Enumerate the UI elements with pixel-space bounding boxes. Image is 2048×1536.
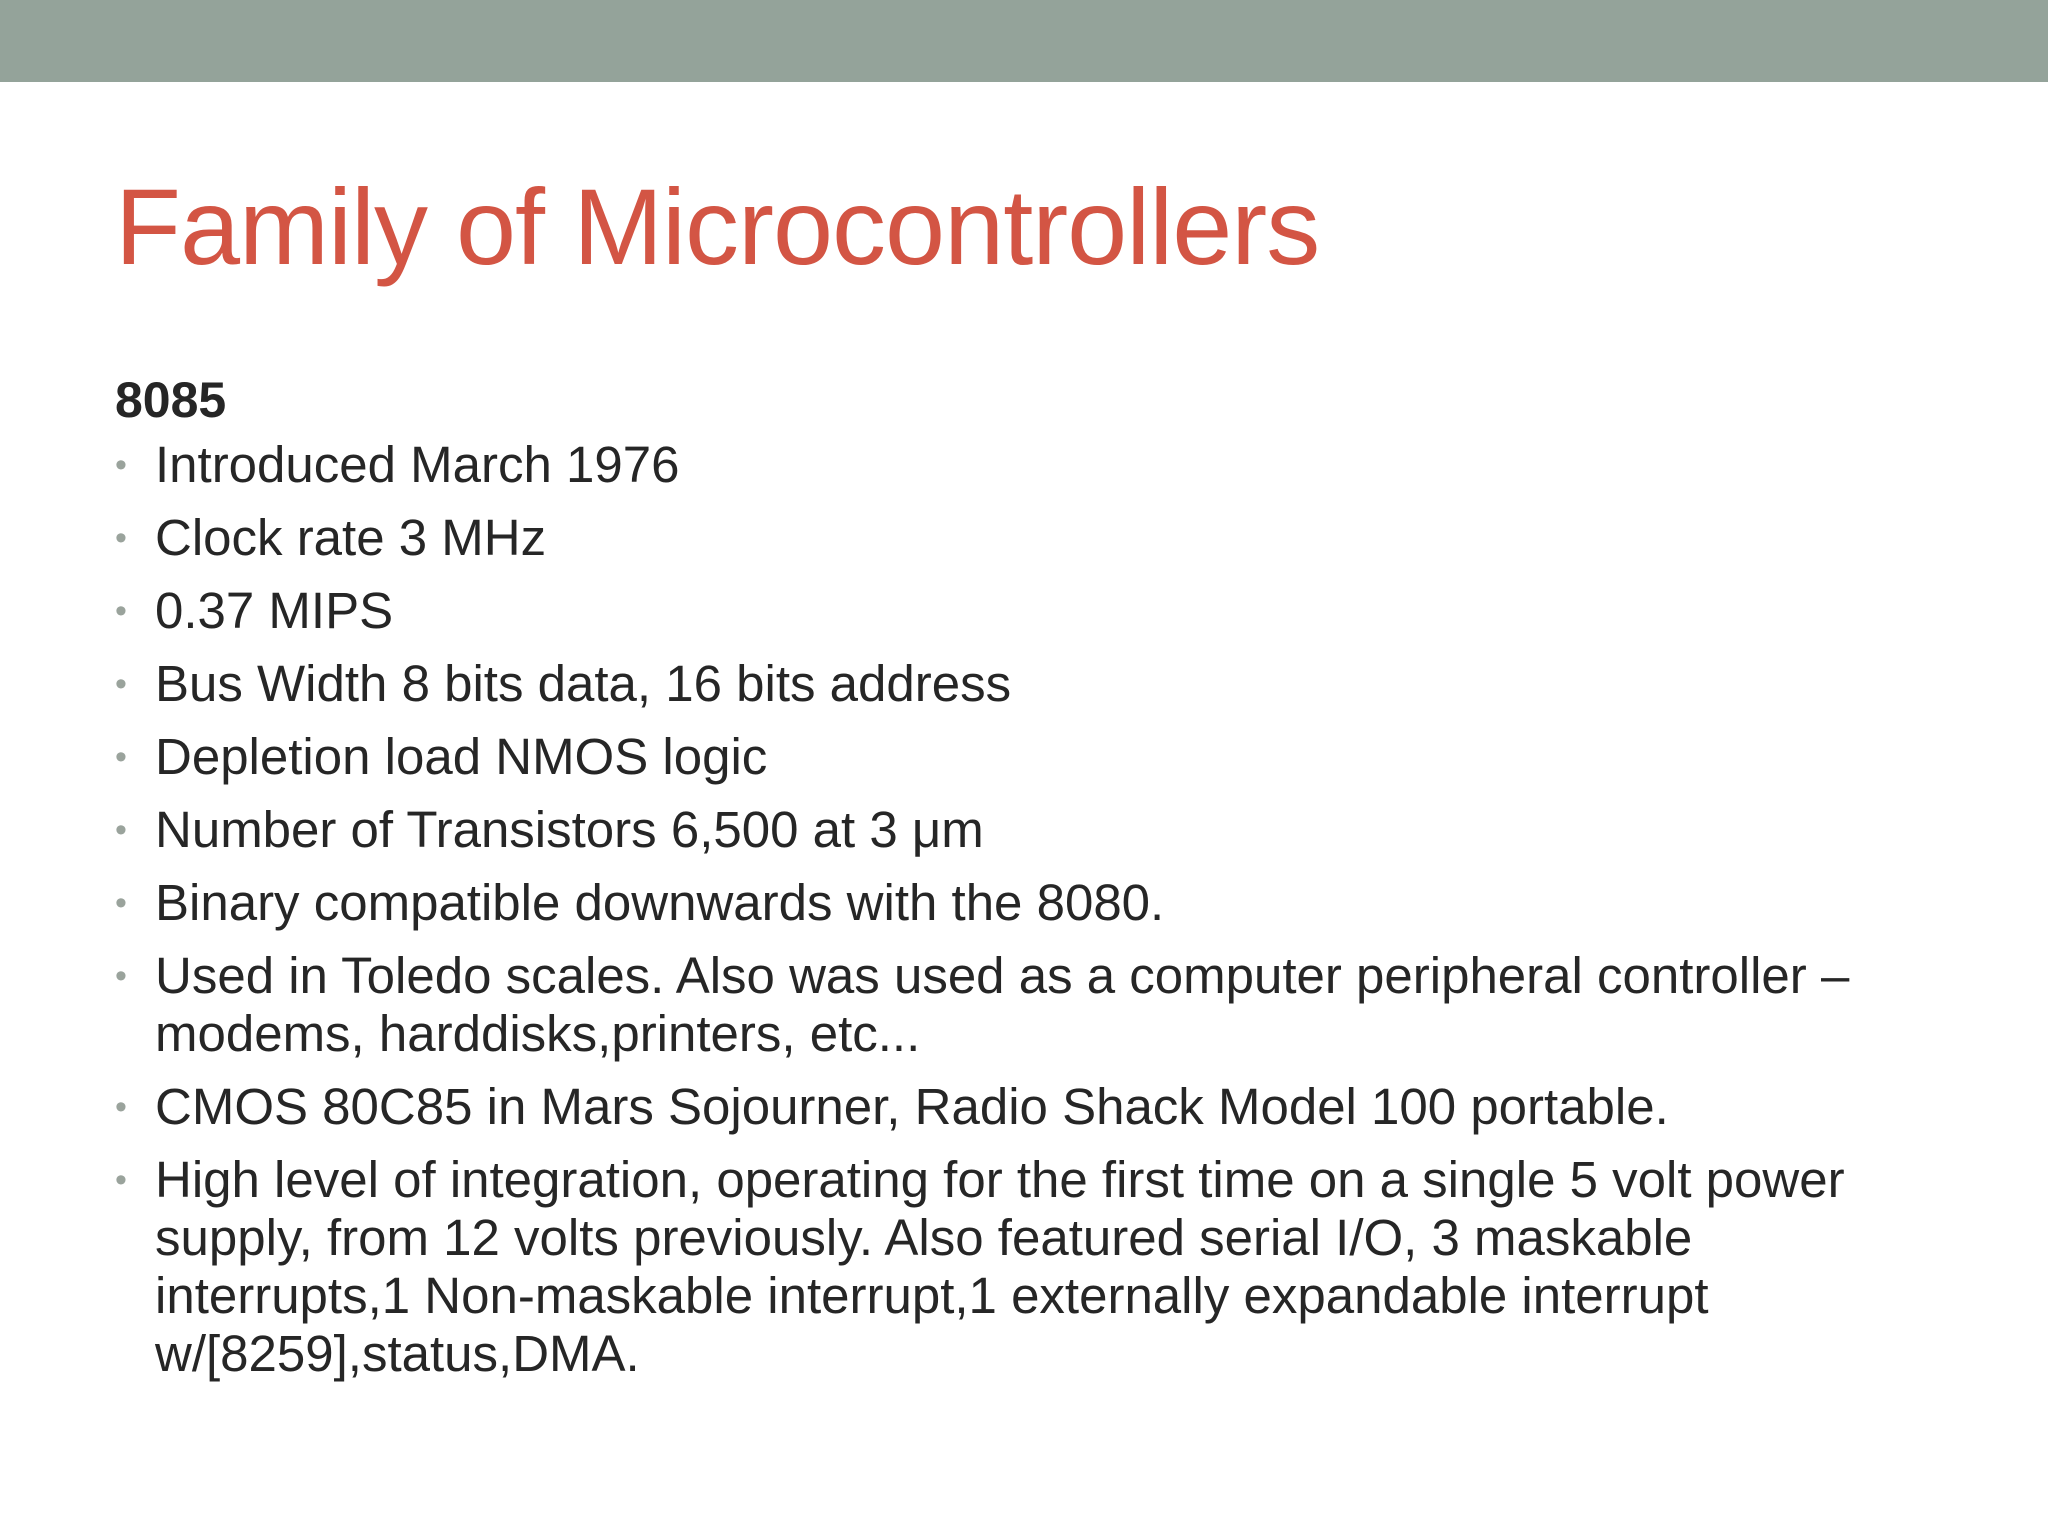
- bullet-dot-icon: •: [115, 884, 127, 922]
- bullet-item: [115, 947, 1955, 1063]
- bullet-text: CMOS 80C85 in Mars Sojourner, Radio Shack Model 100 portable.: [155, 1078, 1669, 1135]
- section-heading: 8085: [115, 372, 227, 428]
- bullet-dot-icon: •: [115, 957, 127, 995]
- bullet-text: High level of integration, operating for the first time on a single 5 volt power supply, from 12 volts previously. Also featured serial I/O, 3 maskable interrupts,1 Non-maskable interrupt,1 externally expandable interrupt w/[8259],status,DMA.: [155, 1151, 1845, 1382]
- bullet-dot-icon: •: [115, 738, 127, 776]
- slide-title: Family of Microcontrollers: [115, 166, 1320, 287]
- bullet-item: [115, 728, 1955, 786]
- bullet-item: [115, 1151, 1955, 1383]
- bullet-item: [115, 509, 1955, 567]
- bullet-dot-icon: •: [115, 592, 127, 630]
- bullet-text: Bus Width 8 bits data, 16 bits address: [155, 655, 1012, 712]
- bullet-text: Used in Toledo scales. Also was used as a computer peripheral controller – modems, harddisks,printers, etc...: [155, 947, 1850, 1062]
- bullet-item: [115, 436, 1955, 494]
- bullet-text: Depletion load NMOS logic: [155, 728, 768, 785]
- bullet-text: Introduced March 1976: [155, 436, 680, 493]
- bullet-dot-icon: •: [115, 1161, 127, 1199]
- bullet-item: [115, 582, 1955, 640]
- bullet-item: [115, 655, 1955, 713]
- header-band: [0, 0, 2048, 82]
- bullet-dot-icon: •: [115, 811, 127, 849]
- bullet-list: [115, 436, 1955, 1383]
- bullet-text: 0.37 MIPS: [155, 582, 394, 639]
- bullet-dot-icon: •: [115, 519, 127, 557]
- bullet-dot-icon: •: [115, 1088, 127, 1126]
- bullet-item: [115, 801, 1955, 859]
- bullet-text: Clock rate 3 MHz: [155, 509, 547, 566]
- slide-content: [115, 364, 1955, 1398]
- bullet-dot-icon: •: [115, 665, 127, 703]
- bullet-item: [115, 1078, 1955, 1136]
- bullet-text: Binary compatible downwards with the 8080.: [155, 874, 1165, 931]
- bullet-item: [115, 874, 1955, 932]
- bullet-dot-icon: •: [115, 446, 127, 484]
- bullet-text: Number of Transistors 6,500 at 3 μm: [155, 801, 984, 858]
